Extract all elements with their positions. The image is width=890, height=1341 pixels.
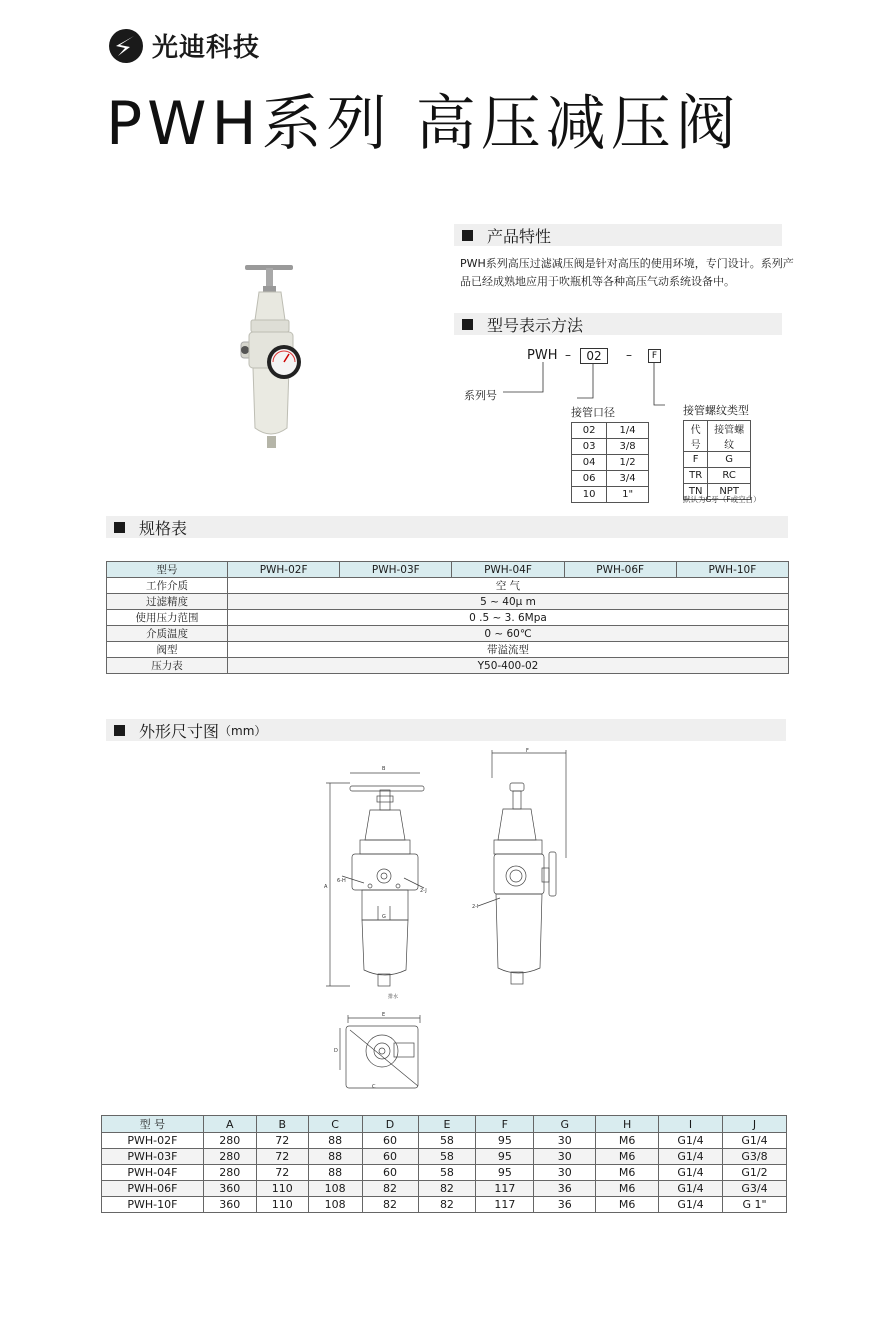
- dimensions-header-row: [102, 1116, 787, 1133]
- dimensions-cell: M6: [596, 1197, 659, 1213]
- port-size-code: 04: [572, 455, 607, 471]
- dimensions-cell: 82: [418, 1181, 476, 1197]
- dim-label-h: 6-H: [337, 878, 346, 884]
- dimensions-cell: 30: [534, 1165, 596, 1181]
- port-size-label: 接管口径: [571, 406, 615, 419]
- dimensions-cell: 60: [362, 1165, 418, 1181]
- spec-label: 使用压力范围: [107, 610, 228, 626]
- dimensions-row: [102, 1197, 787, 1213]
- spec-header-cell: 型号: [107, 562, 228, 578]
- thread-type-header-row: [684, 421, 751, 452]
- page-title: PWH系列 高压减压阀: [106, 89, 741, 159]
- thread-type-row: [684, 452, 751, 468]
- thread-value: RC: [708, 468, 751, 484]
- spec-row: [107, 578, 789, 594]
- dimensions-cell: 95: [476, 1133, 534, 1149]
- dimensions-cell: 36: [534, 1197, 596, 1213]
- dimensions-header-cell: D: [362, 1116, 418, 1133]
- port-size-code: 06: [572, 471, 607, 487]
- spec-row: [107, 658, 789, 674]
- dimensions-cell: 58: [418, 1133, 476, 1149]
- dimensions-cell: 72: [256, 1149, 308, 1165]
- dimensions-cell: 280: [203, 1133, 256, 1149]
- thread-type-label: 接管螺纹类型: [683, 404, 749, 417]
- dimensions-cell: 30: [534, 1149, 596, 1165]
- dimensions-cell: PWH-02F: [102, 1133, 204, 1149]
- spec-row: [107, 610, 789, 626]
- dimensions-cell: 110: [256, 1197, 308, 1213]
- dimension-drawing: [320, 748, 580, 1093]
- dimensions-cell: 58: [418, 1149, 476, 1165]
- dimensions-header-cell: G: [534, 1116, 596, 1133]
- dim-label-j: 2-J: [420, 888, 427, 894]
- series-label: 系列号: [464, 389, 497, 402]
- dimensions-cell: 82: [362, 1181, 418, 1197]
- thread-type-table: [683, 420, 751, 500]
- dim-label-g: G: [382, 914, 386, 920]
- dimensions-cell: 72: [256, 1165, 308, 1181]
- port-size-row: [572, 471, 649, 487]
- dimensions-cell: G1/4: [659, 1133, 723, 1149]
- spec-table: [106, 561, 789, 674]
- model-dash: –: [565, 348, 571, 362]
- port-size-value: 1/2: [607, 455, 649, 471]
- dimensions-cell: PWH-03F: [102, 1149, 204, 1165]
- dimensions-heading: 外形尺寸图: [139, 721, 220, 741]
- port-size-value: 1/4: [607, 423, 649, 439]
- thread-value: NPT: [708, 484, 751, 500]
- dimensions-row: [102, 1149, 787, 1165]
- model-code-heading: 型号表示方法: [487, 315, 584, 335]
- dimensions-cell: 58: [418, 1165, 476, 1181]
- spec-header-row: [107, 562, 789, 578]
- thread-header-cell: 接管螺纹: [708, 421, 751, 452]
- dimensions-cell: 108: [308, 1197, 362, 1213]
- dimensions-cell: 36: [534, 1181, 596, 1197]
- dim-label-b: B: [382, 766, 386, 772]
- thread-header-cell: 代号: [684, 421, 708, 452]
- port-size-row: [572, 455, 649, 471]
- square-bullet-icon: [114, 725, 125, 736]
- spec-heading: 规格表: [139, 518, 188, 538]
- spec-label: 压力表: [107, 658, 228, 674]
- dimensions-cell: PWH-04F: [102, 1165, 204, 1181]
- dimensions-table: [101, 1115, 787, 1213]
- dimensions-cell: 108: [308, 1181, 362, 1197]
- dimensions-cell: 88: [308, 1165, 362, 1181]
- port-size-value: 3/8: [607, 439, 649, 455]
- dimensions-cell: 280: [203, 1149, 256, 1165]
- spec-value: 0 ~ 60℃: [228, 626, 789, 642]
- dimensions-cell: 95: [476, 1149, 534, 1165]
- thread-code-box: F: [648, 349, 661, 363]
- dimensions-cell: G1/4: [659, 1149, 723, 1165]
- port-size-row: [572, 439, 649, 455]
- model-dash: –: [626, 348, 632, 362]
- spec-row: [107, 594, 789, 610]
- dimensions-cell: 88: [308, 1133, 362, 1149]
- dimensions-header-cell: E: [418, 1116, 476, 1133]
- dimensions-row: [102, 1181, 787, 1197]
- thread-value: G: [708, 452, 751, 468]
- spec-header-cell: PWH-03F: [340, 562, 452, 578]
- spec-header-cell: PWH-06F: [564, 562, 676, 578]
- square-bullet-icon: [462, 230, 473, 241]
- spec-value: Y50-400-02: [228, 658, 789, 674]
- dimensions-cell: 82: [418, 1197, 476, 1213]
- features-section-bar: [454, 224, 782, 246]
- square-bullet-icon: [114, 522, 125, 533]
- dimensions-header-cell: F: [476, 1116, 534, 1133]
- dimensions-cell: 360: [203, 1197, 256, 1213]
- spec-row: [107, 642, 789, 658]
- spec-header-cell: PWH-02F: [228, 562, 340, 578]
- spec-header-cell: PWH-04F: [452, 562, 564, 578]
- spec-label: 过滤精度: [107, 594, 228, 610]
- dimensions-cell: PWH-10F: [102, 1197, 204, 1213]
- dim-label-drain: 排水: [388, 994, 399, 1000]
- dimensions-cell: G3/4: [722, 1181, 786, 1197]
- dimensions-header-cell: I: [659, 1116, 723, 1133]
- thread-code: TN: [684, 484, 708, 500]
- dim-label-f: F: [526, 748, 529, 754]
- spec-label: 介质温度: [107, 626, 228, 642]
- dimensions-cell: 72: [256, 1133, 308, 1149]
- spec-row: [107, 626, 789, 642]
- dimensions-cell: M6: [596, 1181, 659, 1197]
- dimensions-cell: G1/2: [722, 1165, 786, 1181]
- product-photo: [225, 258, 325, 453]
- dimensions-cell: 360: [203, 1181, 256, 1197]
- thread-code: TR: [684, 468, 708, 484]
- dimensions-cell: M6: [596, 1133, 659, 1149]
- dimensions-cell: M6: [596, 1149, 659, 1165]
- dimensions-cell: 110: [256, 1181, 308, 1197]
- spec-value: 5 ~ 40μ m: [228, 594, 789, 610]
- size-code-box: 02: [580, 348, 608, 364]
- port-size-row: [572, 423, 649, 439]
- dimensions-header-cell: B: [256, 1116, 308, 1133]
- dim-label-c: C: [372, 1084, 376, 1090]
- spec-value: 空 气: [228, 578, 789, 594]
- dim-label-d: D: [334, 1048, 338, 1054]
- port-size-code: 10: [572, 487, 607, 503]
- dimensions-cell: PWH-06F: [102, 1181, 204, 1197]
- thread-type-row: [684, 468, 751, 484]
- spec-label: 工作介质: [107, 578, 228, 594]
- s-swirl-logo-icon: [108, 28, 144, 64]
- brand-name: 光迪科技: [152, 33, 261, 63]
- dimensions-cell: G3/8: [722, 1149, 786, 1165]
- dimensions-cell: 95: [476, 1165, 534, 1181]
- dimensions-cell: 88: [308, 1149, 362, 1165]
- dimensions-cell: G1/4: [722, 1133, 786, 1149]
- dimensions-cell: 60: [362, 1149, 418, 1165]
- model-code-leader-lines: [495, 360, 670, 410]
- features-description: PWH系列高压过滤减压阀是针对高压的使用环境，专门设计。系列产品已经成熟地应用于吹瓶机等各种高压气动系统设备中。: [460, 257, 794, 288]
- dimensions-header-cell: J: [722, 1116, 786, 1133]
- dimensions-unit: （mm）: [219, 723, 267, 738]
- thread-default-note: 默认为G牙（F或空白）: [683, 495, 761, 504]
- dimensions-row: [102, 1165, 787, 1181]
- dimensions-header-cell: H: [596, 1116, 659, 1133]
- spec-section-bar: [106, 516, 788, 538]
- port-size-code: 03: [572, 439, 607, 455]
- model-prefix: PWH: [527, 348, 558, 363]
- dim-label-i: 2-I: [472, 904, 479, 910]
- dimensions-cell: 30: [534, 1133, 596, 1149]
- thread-code: F: [684, 452, 708, 468]
- dimensions-cell: G1/4: [659, 1165, 723, 1181]
- dimensions-row: [102, 1133, 787, 1149]
- dimensions-cell: G1/4: [659, 1197, 723, 1213]
- dimensions-cell: M6: [596, 1165, 659, 1181]
- dimensions-header-cell: 型 号: [102, 1116, 204, 1133]
- dimensions-cell: 280: [203, 1165, 256, 1181]
- port-size-value: 1": [607, 487, 649, 503]
- dimensions-section-bar: [106, 719, 786, 741]
- spec-label: 阀型: [107, 642, 228, 658]
- dimensions-cell: 117: [476, 1197, 534, 1213]
- dimensions-header-cell: C: [308, 1116, 362, 1133]
- dimensions-cell: 82: [362, 1197, 418, 1213]
- dimensions-header-cell: A: [203, 1116, 256, 1133]
- dimensions-cell: G1/4: [659, 1181, 723, 1197]
- dimensions-cell: 117: [476, 1181, 534, 1197]
- spec-value: 带溢流型: [228, 642, 789, 658]
- features-heading: 产品特性: [487, 226, 552, 246]
- port-size-table: [571, 422, 649, 503]
- square-bullet-icon: [462, 319, 473, 330]
- spec-value: 0 .5 ~ 3. 6Mpa: [228, 610, 789, 626]
- brand-header: [108, 27, 260, 64]
- dimensions-cell: G 1": [722, 1197, 786, 1213]
- dim-label-e: E: [382, 1012, 386, 1018]
- port-size-code: 02: [572, 423, 607, 439]
- spec-header-cell: PWH-10F: [676, 562, 788, 578]
- dim-label-a: A: [324, 884, 328, 890]
- dimensions-cell: 60: [362, 1133, 418, 1149]
- port-size-value: 3/4: [607, 471, 649, 487]
- port-size-row: [572, 487, 649, 503]
- model-code-section-bar: [454, 313, 782, 335]
